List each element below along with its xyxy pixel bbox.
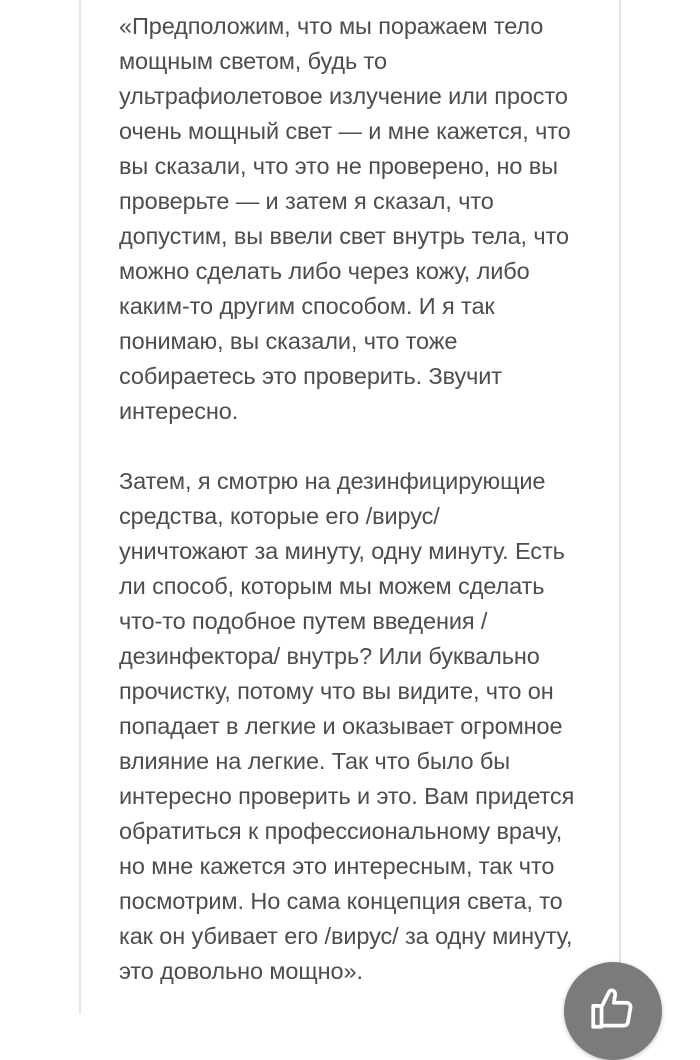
text-line: можно сделать либо через кожу, либо [119, 258, 530, 284]
article-body [119, 9, 599, 989]
text-line: средства, которые его /вирус/ [119, 503, 440, 529]
text-line: влияние на легкие. Так что было бы [119, 748, 511, 774]
thumbs-up-icon [588, 984, 638, 1034]
text-line: собираетесь это проверить. Звучит [119, 363, 502, 389]
text-line: проверьте — и затем я сказал, что [119, 188, 494, 214]
text-line: интересно. [119, 398, 239, 424]
text-line: очень мощный свет — и мне кажется, что [119, 118, 571, 144]
text-line: интересно проверить и это. Вам придется [119, 783, 575, 809]
text-line: что-то подобное путем введения / [119, 608, 488, 634]
text-line: «Предположим, что мы поражаем тело [119, 13, 544, 39]
text-line: прочистку, потому что вы видите, что он [119, 678, 554, 704]
text-line: дезинфектора/ внутрь? Или буквально [119, 643, 540, 669]
text-line: понимаю, вы сказали, что тоже [119, 328, 458, 354]
paragraph-2 [119, 464, 599, 989]
text-line: обратиться к профессиональному врачу, [119, 818, 563, 844]
left-column-rule [79, 0, 81, 1014]
text-line: Затем, я смотрю на дезинфицирующие [119, 468, 546, 494]
text-line: ли способ, которым мы можем сделать [119, 573, 545, 599]
right-column-rule [619, 0, 621, 1014]
text-line: но мне кажется это интересным, так что [119, 853, 555, 879]
text-line: ультрафиолетовое излучение или просто [119, 83, 568, 109]
text-line: уничтожают за минуту, одну минуту. Есть [119, 538, 565, 564]
paragraph-1 [119, 9, 599, 429]
text-line: мощным светом, будь то [119, 48, 387, 74]
text-line: попадает в легкие и оказывает огромное [119, 713, 563, 739]
text-line: допустим, вы ввели свет внутрь тела, что [119, 223, 569, 249]
text-line: каким-то другим способом. И я так [119, 293, 495, 319]
text-line: вы сказали, что это не проверено, но вы [119, 153, 558, 179]
text-line: посмотрим. Но сама концепция света, то [119, 888, 563, 914]
text-line: как он убивает его /вирус/ за одну минуту, [119, 923, 573, 949]
like-button[interactable] [564, 962, 662, 1060]
text-line: это довольно мощно». [119, 958, 363, 984]
